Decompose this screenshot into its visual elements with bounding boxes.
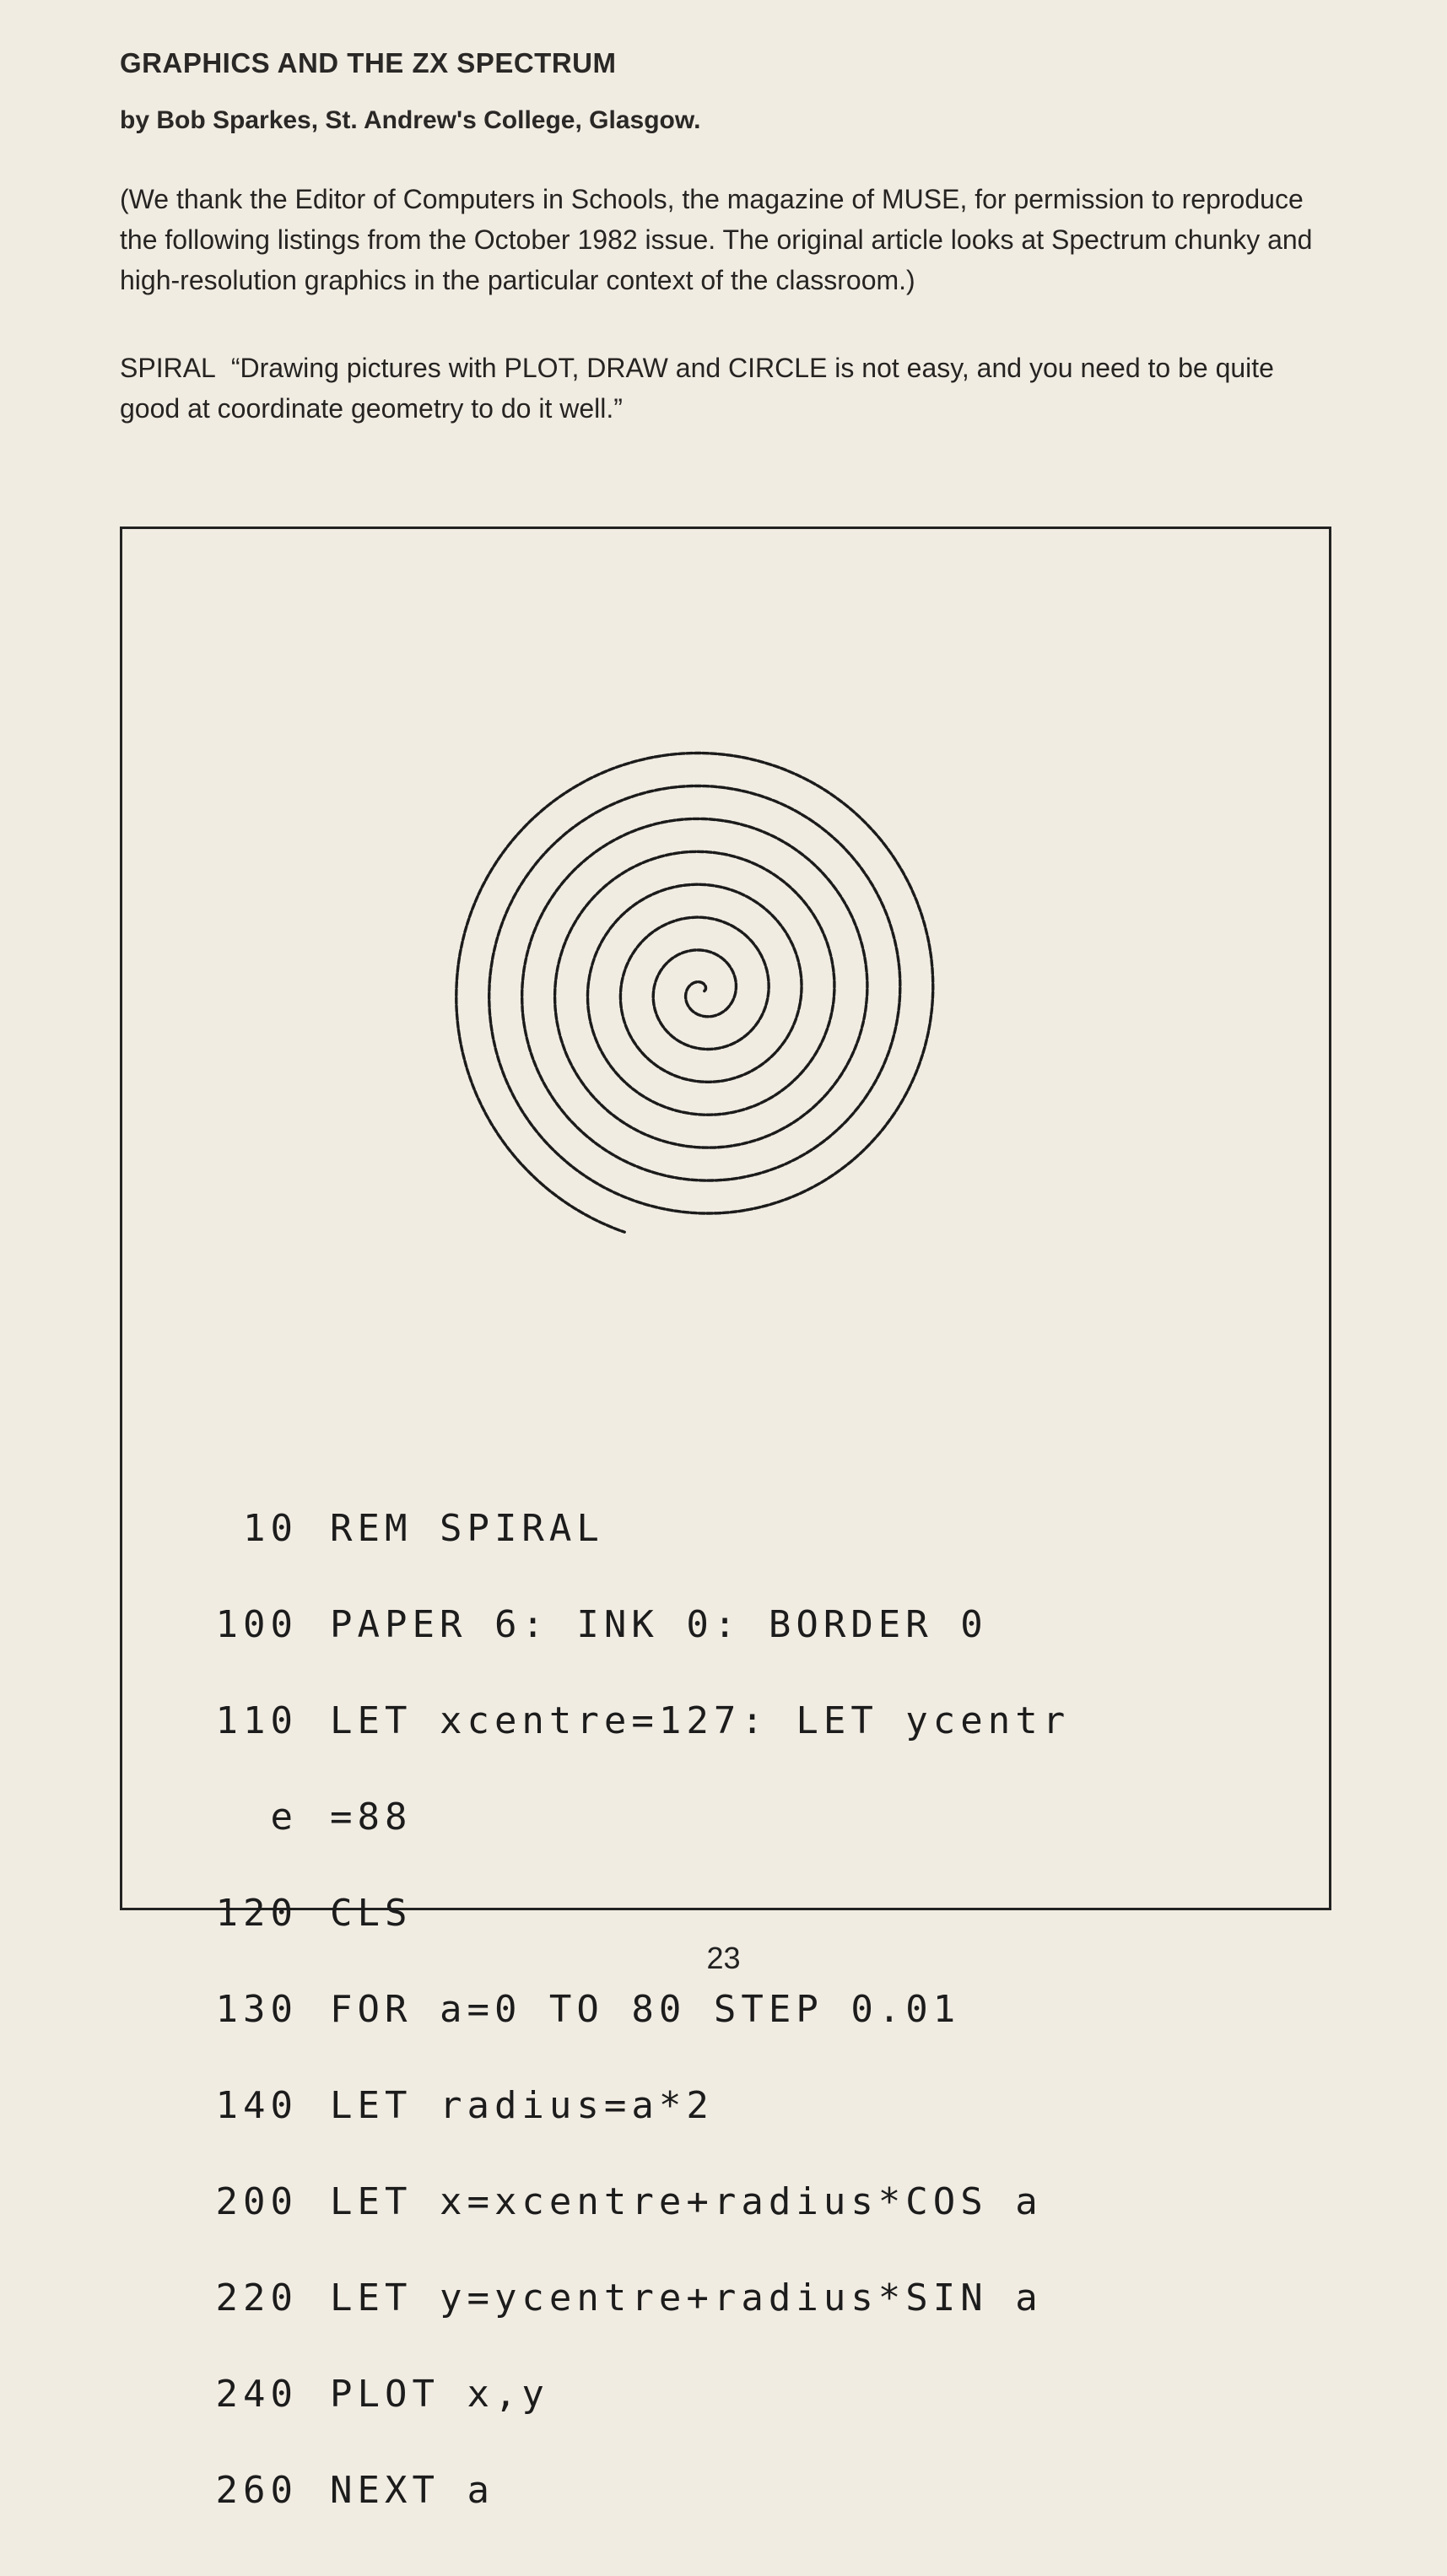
listing-line (156, 2084, 1070, 2127)
listing-line (156, 1796, 1070, 1839)
line-number: 100 (215, 1603, 298, 1646)
basic-listing (156, 1449, 1070, 2571)
line-number: 240 (215, 2373, 298, 2416)
page-number: 23 (706, 1941, 741, 1975)
spiral-quote: “Drawing pictures with PLOT, DRAW and CIRCLE is not easy, and you need to be quite good at coordinate geometry to do it well.” (120, 353, 1274, 424)
line-number: 140 (215, 2084, 298, 2127)
listing-line (156, 1603, 1070, 1646)
listing-line (156, 2373, 1070, 2416)
line-number: 120 (215, 1892, 298, 1935)
line-code: NEXT a (330, 2469, 494, 2512)
listing-line (156, 1892, 1070, 1935)
line-code: LET radius=a*2 (330, 2084, 714, 2127)
article-byline: by Bob Sparkes, St. Andrew's College, Glasgow. (120, 106, 701, 134)
listing-line (156, 2180, 1070, 2223)
line-number: 260 (215, 2469, 298, 2512)
line-number: 220 (215, 2276, 298, 2319)
line-code: REM SPIRAL (330, 1507, 604, 1550)
line-code: CLS (330, 1892, 413, 1935)
line-code: FOR a=0 TO 80 STEP 0.01 (330, 1988, 961, 2031)
listing-line (156, 1699, 1071, 1742)
listing-line (156, 1507, 1070, 1550)
spiral-paragraph (120, 348, 1326, 429)
line-number: 110 (215, 1699, 298, 1742)
listing-line (156, 1988, 1070, 2031)
line-code: PLOT x,y (330, 2373, 549, 2416)
line-number: 10 (243, 1507, 298, 1550)
line-number: 130 (215, 1988, 298, 2031)
line-code: PAPER 6: INK 0: BORDER 0 (330, 1603, 988, 1646)
line-code: LET y=ycentre+radius*SIN a (330, 2276, 1043, 2319)
listing-line (156, 2469, 1070, 2512)
line-code: LET x=xcentre+radius*COS a (330, 2180, 1043, 2223)
spiral-label: SPIRAL (120, 353, 216, 383)
article-title: GRAPHICS AND THE ZX SPECTRUM (120, 47, 617, 78)
line-code: =88 (330, 1796, 413, 1839)
listing-line (156, 2276, 1070, 2319)
intro-paragraph: (We thank the Editor of Computers in Schools, the magazine of MUSE, for permission to reproduce the following listings from the October 1982 issue. The original article looks at Spectrum chunky and high-resolution graphics in the particular context of the classroom.) (120, 184, 1313, 295)
spiral-curve (456, 753, 933, 1233)
line-code: LET xcentre=127: LET ycentr (330, 1699, 1071, 1742)
line-number: 200 (215, 2180, 298, 2223)
line-number: e (270, 1796, 298, 1839)
